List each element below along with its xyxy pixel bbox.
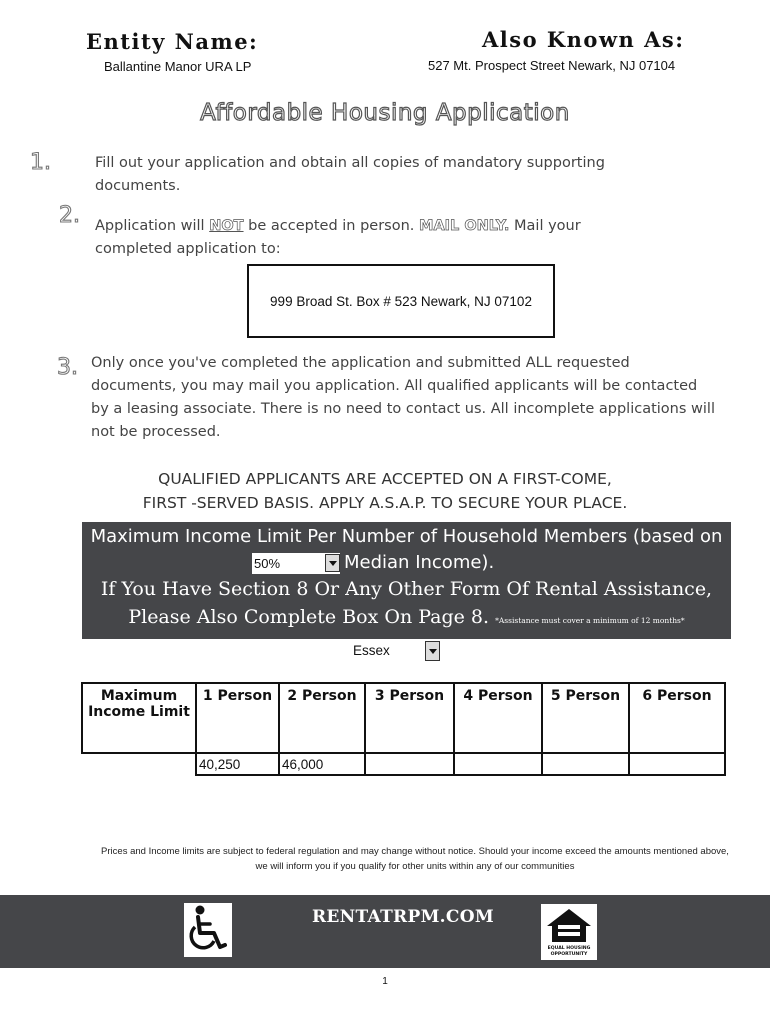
column-header: 1 Person (196, 683, 279, 753)
qualified-line-2: FIRST -SERVED BASIS. APPLY A.S.A.P. TO SECURE YOUR PLACE. (142, 494, 628, 512)
banner-line-4 (82, 606, 731, 628)
footer-band (0, 895, 770, 968)
step-2-mail-only: MAIL ONLY. (419, 218, 510, 234)
banner-line-4-text: Please Also Complete Box On Page 8. (128, 606, 490, 628)
step-3-text: Only once you've completed the application and submitted ALL requested documents, you may mail you application. All qualified applicants will be contacted by a leasing associate. There is no need to contact us. All incomplete applications will not be processed. (91, 355, 715, 440)
entity-name-value: Ballantine Manor URA LP (104, 59, 252, 74)
column-header: 2 Person (279, 683, 365, 753)
banner-line-3: If You Have Section 8 Or Any Other Form Of Rental Assistance, (100, 578, 713, 600)
county-value: Essex (353, 643, 390, 658)
income-1-person-field[interactable]: 40,250 (196, 753, 279, 775)
disclaimer-text: Prices and Income limits are subject to federal regulation and may change without notice. Should your income exceed the amounts mentioned above, we will inform you if you qualify for other units within any of our communities (101, 846, 729, 872)
aka-label: Also Known As: (482, 27, 685, 52)
equal-housing-opportunity-icon (541, 904, 597, 960)
table-row-spacer (82, 753, 196, 775)
median-percent-value: 50% (254, 556, 281, 571)
income-3-person-field[interactable] (365, 753, 454, 775)
median-income-text: Median Income). (344, 552, 495, 573)
step-2-text (95, 215, 615, 261)
step-2-not: NOT (209, 218, 244, 234)
chevron-down-icon[interactable] (325, 554, 340, 572)
table-header-row (82, 683, 725, 753)
step-3-number: 3. (57, 355, 78, 380)
website-link[interactable]: RENTATRPM.COM (312, 907, 494, 927)
wheelchair-accessible-icon (184, 903, 232, 957)
county-select[interactable] (350, 640, 442, 662)
qualified-line-1: QUALIFIED APPLICANTS ARE ACCEPTED ON A FIRST-COME, (158, 470, 612, 488)
column-header: 3 Person (365, 683, 454, 753)
aka-value: 527 Mt. Prospect Street Newark, NJ 07104 (428, 58, 676, 73)
income-4-person-field[interactable] (454, 753, 542, 775)
step-2-post: Mail your completed application to: (95, 218, 581, 257)
column-header: 4 Person (454, 683, 542, 753)
step-1-number: 1. (30, 150, 51, 175)
table-row (82, 753, 725, 775)
step-2-pre: Application will (95, 218, 210, 234)
chevron-down-icon[interactable] (425, 641, 440, 661)
column-header: 6 Person (629, 683, 725, 753)
column-header: 5 Person (542, 683, 629, 753)
table-header-label: Maximum Income Limit (82, 683, 196, 753)
page-number: 1 (382, 976, 388, 987)
assistance-note: *Assistance must cover a minimum of 12 months* (495, 616, 685, 625)
income-5-person-field[interactable] (542, 753, 629, 775)
page-title: Affordable Housing Application (200, 100, 570, 126)
banner-line-1: Maximum Income Limit Per Number of Household Members (based on (90, 526, 723, 547)
svg-text:OPPORTUNITY: OPPORTUNITY (550, 952, 588, 957)
median-percent-select[interactable] (252, 553, 340, 574)
income-2-person-field[interactable]: 46,000 (279, 753, 365, 775)
entity-name-label: Entity Name: (86, 29, 259, 54)
income-limit-table (81, 682, 726, 776)
mailing-address-box: 999 Broad St. Box # 523 Newark, NJ 07102 (247, 264, 555, 338)
income-6-person-field[interactable] (629, 753, 725, 775)
step-1-text: Fill out your application and obtain all copies of mandatory supporting documents. (95, 155, 605, 194)
step-2-mid: be accepted in person. (243, 218, 420, 234)
svg-text:EQUAL HOUSING: EQUAL HOUSING (547, 946, 591, 951)
income-limit-banner (82, 522, 731, 639)
step-2-number: 2. (59, 203, 80, 228)
